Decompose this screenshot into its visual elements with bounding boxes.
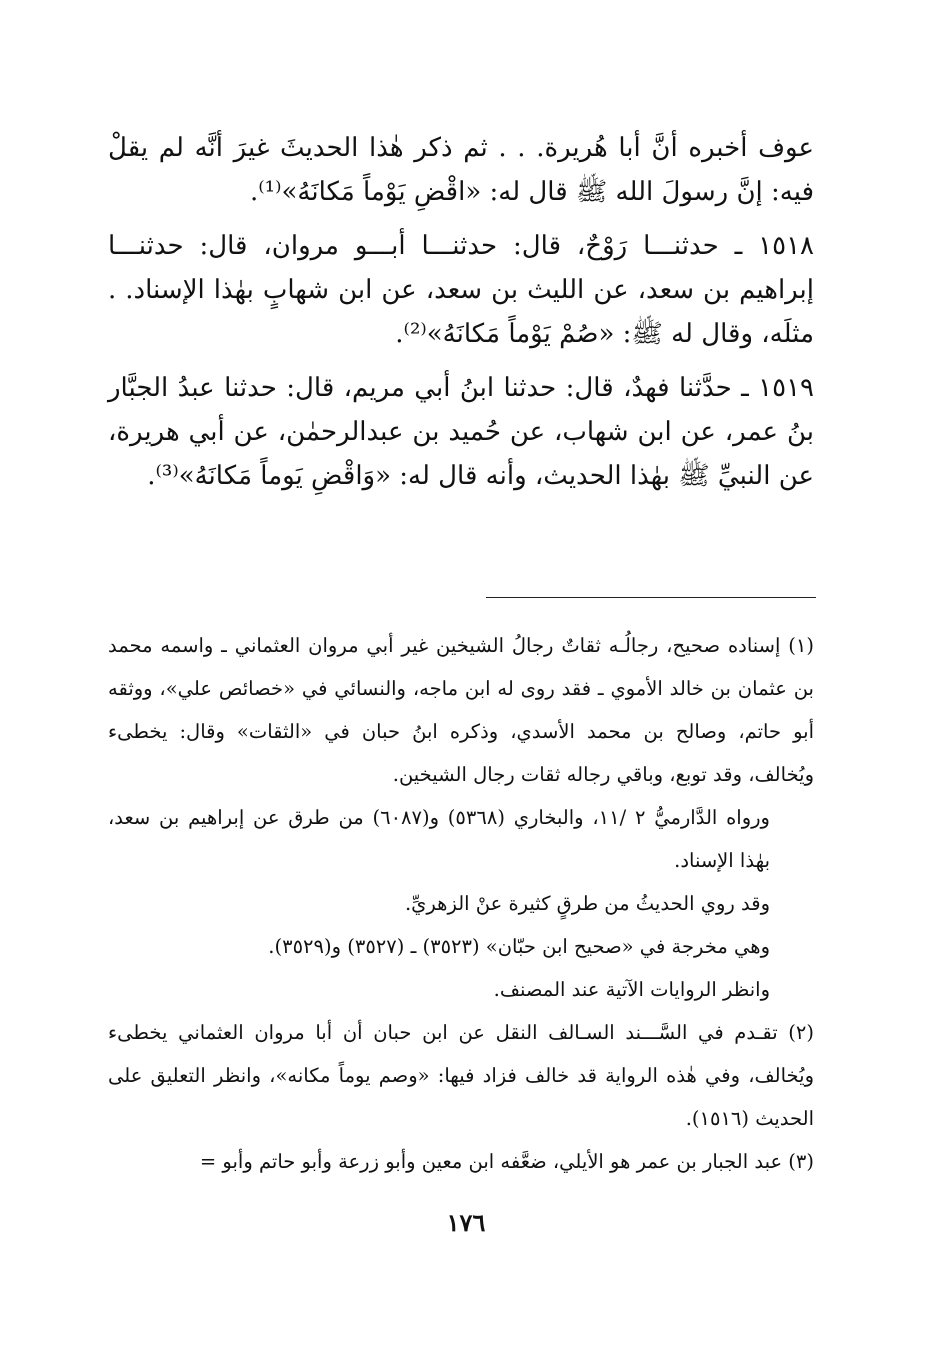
footnote-1-continuation: وقد روي الحديثُ من طرقٍ كثيرة عنْ الزهريِّ. bbox=[404, 892, 770, 915]
footnote-divider bbox=[486, 597, 816, 598]
footnote-1-continuation: وهي مخرجة في «صحيح ابن حبّان» (٣٥٢٣) ـ (٣٥٢٧) و(٣٥٢٩). bbox=[268, 935, 770, 958]
hadith-1518-paragraph: ١٥١٨ ـ حدثنـــا رَوْحٌ، قال: حدثنـــا أبـــو مروان، قال: حدثنـــا إبراهيم بن سعد، عن الليث بن سعد، عن ابن شهابٍ بهٰذا الإسناد. . مثلَه، وقال له ﷺ: «صُمْ يَوْماً مَكانَهُ»⁽²⁾. bbox=[108, 231, 814, 349]
footnote-1: (١) إسناده صحيح، رجالُـه ثقاتٌ رجالُ الشيخين غير أبي مروان العثماني ـ واسمه محمد بن عثمان بن خالد الأموي ـ فقد روى له ابن ماجه، والنسائي في «خصائص علي»، ووثقه أبو حاتم، وصالح بن محمد الأسدي، وذكره ابنُ حبان في «الثقات» وقال: يخطىء ويُخالف، وقد توبع، وباقي رجاله ثقات رجال الشيخين. bbox=[108, 634, 814, 786]
footnote-2: (٢) تقـدم في السَّـــند السـالف النقل عن ابن حبان أن أبا مروان العثماني يخطىء ويُخالف، وفي هٰذه الرواية قد خالف فزاد فيها: «وصم يوماً مكانه»، وانظر التعليق على الحديث (١٥١٦). bbox=[108, 1021, 814, 1130]
footnote-3: (٣) عبد الجبار بن عمر هو الأيلي، ضعَّفه ابن معين وأبو زرعة وأبو حاتم وأبو = bbox=[199, 1150, 814, 1173]
main-text-block bbox=[108, 126, 814, 498]
footnote-1-continuation: ورواه الدَّارميُّ ٢ /١١، والبخاري (٥٣٦٨) و(٦٠٨٧) من طرق عن إبراهيم بن سعد، بهٰذا الإسناد. bbox=[108, 806, 770, 872]
footnote-1-continuation: وانظر الروايات الآتية عند المصنف. bbox=[493, 978, 770, 1001]
page-number: ١٧٦ bbox=[446, 1208, 486, 1237]
footnotes-block bbox=[108, 624, 814, 1183]
hadith-continuation-paragraph: عوف أخبره أنَّ أبا هُريرة. . . ثم ذكر هٰذا الحديثَ غيرَ أنَّه لم يقلْ فيه: إنَّ رسولَ الله ﷺ قال له: «اقْضِ يَوْماً مَكانَهُ»⁽¹⁾. bbox=[108, 133, 814, 207]
hadith-1519-paragraph: ١٥١٩ ـ حدَّثنا فهدٌ، قال: حدثنا ابنُ أبي مريم، قال: حدثنا عبدُ الجبَّار بنُ عمر، عن ابن شهاب، عن حُميد بن عبدالرحمٰن، عن أبي هريرة، عن النبيِّ ﷺ بهٰذا الحديث، وأنه قال له: «وَاقْضِ يَوماً مَكانَهُ»⁽³⁾. bbox=[108, 373, 814, 491]
